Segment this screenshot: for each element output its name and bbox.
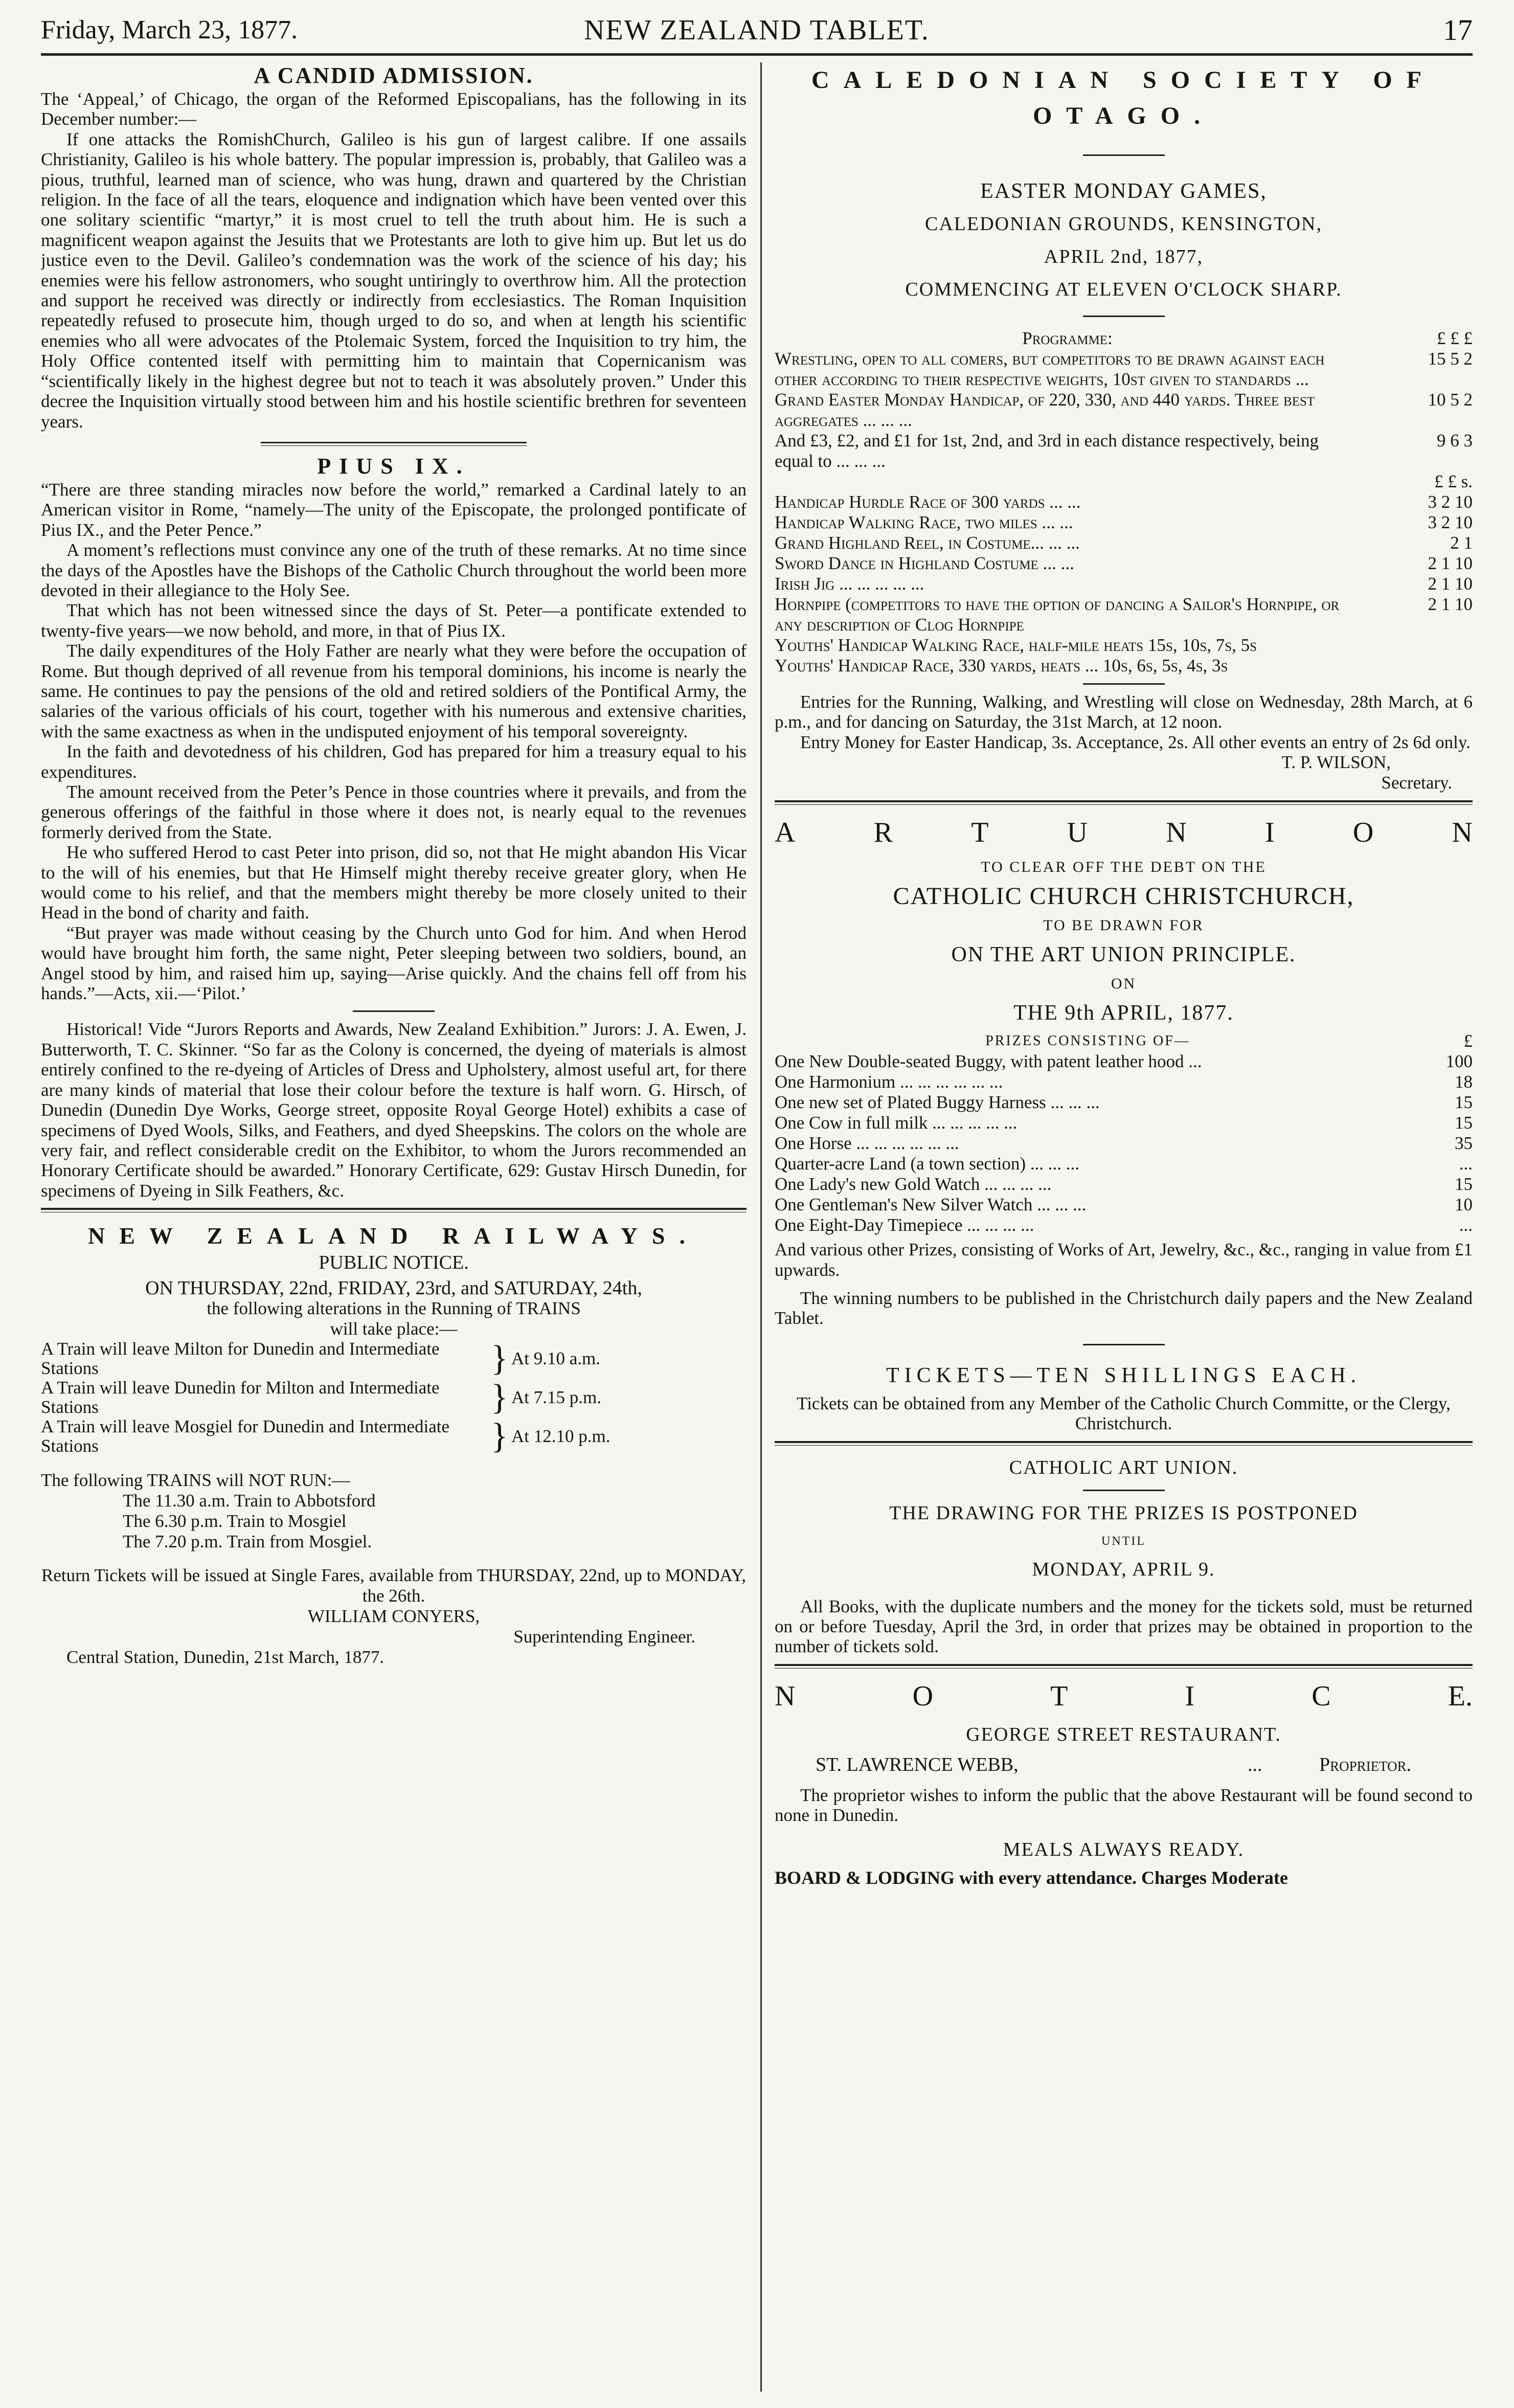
railways-role: Superintending Engineer.	[513, 1627, 695, 1647]
postponed-date: MONDAY, APRIL 9.	[1032, 1558, 1215, 1580]
train-desc: A Train will leave Mosgiel for Dunedin and Intermediate Stations	[41, 1416, 450, 1456]
programme-desc: And £3, £2, and £1 for 1st, 2nd, and 3rd in each distance respectively, being equal to ... ... ...	[775, 431, 1319, 471]
spread-letter: C	[1312, 1680, 1331, 1712]
prize-desc: One Gentleman's New Silver Watch ... ... ...	[775, 1195, 1087, 1215]
entry-money: Entry Money for Easter Handicap, 3s. Acceptance, 2s. All other events an entry of 2s 6d only.	[800, 732, 1471, 752]
programme-amount: 2 1 10	[1428, 594, 1473, 614]
prize-amount: ...	[1459, 1154, 1473, 1174]
programme-amount: 10 5 2	[1428, 390, 1473, 410]
programme-row	[775, 512, 1473, 533]
various-prizes: And various other Prizes, consisting of Works of Art, Jewelry, &c., &c., ranging in value from £1 upwards.	[775, 1240, 1473, 1280]
spread-letter: E.	[1448, 1680, 1473, 1712]
spread-letter: A	[775, 817, 796, 849]
train-desc: A Train will leave Milton for Dunedin and Intermediate Stations	[41, 1339, 440, 1379]
section-rule	[1083, 154, 1165, 156]
art-union-letters	[775, 812, 1473, 853]
railways-intro2: will take place:—	[330, 1319, 458, 1339]
programme-amount: 2 1 10	[1428, 553, 1473, 573]
section-rule	[1083, 683, 1165, 685]
brace-glyph: }	[491, 1416, 508, 1456]
programme-row	[775, 431, 1473, 471]
restaurant-text: The proprietor wishes to inform the public that the above Restaurant will be found second to none in Dunedin.	[775, 1785, 1473, 1826]
art-union-purpose: TO CLEAR OFF THE DEBT ON THE	[981, 859, 1267, 876]
programme-desc: Irish Jig ... ... ... ... ...	[775, 574, 924, 594]
programme-desc: Wrestling, open to all comers, but competitors to be drawn against each other according to their respective weights, 10st given to standards ...	[775, 349, 1325, 389]
proprietor-role: Proprietor.	[1319, 1753, 1412, 1775]
currency-header: £ £ s.	[1434, 471, 1473, 491]
postponed-heading: CATHOLIC ART UNION.	[1009, 1456, 1238, 1478]
spread-letter: N	[775, 1680, 796, 1712]
masthead-rule	[41, 53, 1473, 56]
spread-letter: T	[1050, 1680, 1068, 1712]
railways-dates: ON THURSDAY, 22nd, FRIDAY, 23rd, and SATURDAY, 24th,	[145, 1277, 642, 1299]
art-union-church: CATHOLIC CHURCH CHRISTCHURCH,	[893, 883, 1354, 910]
caledonian-signatory: T. P. WILSON,	[1281, 752, 1391, 773]
prize-desc: One new set of Plated Buggy Harness ... ... ...	[775, 1092, 1100, 1113]
return-tickets: Return Tickets will be issued at Single Fares, available from THURSDAY, 22nd, up to MONDAY, the 26th.	[41, 1565, 746, 1606]
newspaper-title: NEW ZEALAND TABLET.	[584, 14, 930, 46]
prize-row	[775, 1092, 1473, 1113]
prize-desc: One Cow in full milk ... ... ... ... ...	[775, 1113, 1018, 1133]
section-rule	[1083, 316, 1165, 317]
spread-letter: O	[912, 1680, 934, 1712]
historical-notice: Historical! Vide “Jurors Reports and Awards, New Zealand Exhibition.” Jurors: J. A. Ewen, J. Butterworth, T. C. Skinner. “So far as the Colony is concerned, the dyeing of materials is almost entirely confined to the re-dyeing of Articles of Dress and Upholstery, almost useful art, for there are many kinds of material that lose their colour before the texture is half worn. G. Hirsch, of Dunedin (Dunedin Dye Works, George street, opposite Royal George Hotel) exhibits a case of specimens of Dyed Wools, Silks, and Feathers, and dyed Sheepskins. The colors on the whole are very fair, and reflect considerable credit on the Exhibitor, to whom the Jurors recommended an Honorary Certificate should be awarded.” Honorary Certificate, 629: Gustav Hirsch Dunedin, for specimens of Dyeing in Silk Feathers, &c.	[41, 1019, 747, 1201]
cancelled-train: The 6.30 p.m. Train to Mosgiel	[123, 1511, 347, 1532]
currency-header: £ £ £	[1437, 328, 1473, 348]
programme-row	[775, 349, 1473, 390]
proprietor-name: ST. LAWRENCE WEBB,	[816, 1753, 1019, 1775]
section-rule	[353, 1010, 435, 1012]
railways-place-date: Central Station, Dunedin, 21st March, 1877.	[66, 1647, 385, 1668]
caledonian-role: Secretary.	[1381, 773, 1452, 793]
spread-letter: O	[1352, 817, 1374, 849]
winning-numbers: The winning numbers to be published in the Christchurch daily papers and the New Zealand Tablet.	[775, 1288, 1473, 1329]
pius-para: “But prayer was made without ceasing by the Church unto God for him. And when Herod would have brought him forth, the same night, Peter sleeping between two soldiers, bound, an Angel stood by him, and raised him up, saying—Arise quickly. And the chains fell off from his hands.”—Acts, xii.—‘Pilot.’	[41, 922, 747, 1004]
programme-header	[775, 471, 1473, 492]
programme-amount: 3 2 10	[1428, 492, 1473, 512]
art-union-drawn: TO BE DRAWN FOR	[1043, 917, 1204, 934]
prize-amount: 18	[1455, 1072, 1473, 1092]
programme-header	[775, 328, 1473, 349]
column-divider	[760, 62, 762, 2392]
prize-row	[775, 1174, 1473, 1195]
tickets-price: TICKETS—TEN SHILLINGS EACH.	[886, 1363, 1362, 1387]
spread-letter: U	[1067, 817, 1088, 849]
section-rule	[1083, 1490, 1165, 1491]
postponed-text: All Books, with the duplicate numbers and the money for the tickets sold, must be returned on or before Tuesday, April the 3rd, in order that prizes may be obtained in proportion to the number of tickets sold.	[775, 1596, 1473, 1657]
art-union-principle: ON THE ART UNION PRINCIPLE.	[951, 943, 1296, 967]
prize-desc: One Lady's new Gold Watch ... ... ... ...	[775, 1174, 1052, 1195]
brace-glyph: }	[491, 1378, 508, 1417]
section-rule	[775, 1441, 1473, 1446]
spread-letter: I	[1185, 1680, 1195, 1712]
postponed-until: UNTIL	[1101, 1534, 1146, 1548]
prizes-label: PRIZES CONSISTING OF—	[985, 1033, 1190, 1049]
prize-amount: 100	[1445, 1051, 1473, 1072]
pius-para: The amount received from the Peter’s Pence in those countries where it prevails, and from the generous offerings of the faithful in those where it does not, is nearly equal to the revenues formerly derived from the State.	[41, 782, 747, 842]
meals-ready: MEALS ALWAYS READY.	[1003, 1838, 1245, 1860]
issue-date: Friday, March 23, 1877.	[41, 15, 298, 44]
programme-amount: 9 6 3	[1437, 431, 1473, 451]
prize-amount: 15	[1455, 1174, 1473, 1195]
programme-amount: 2 1	[1450, 533, 1473, 553]
programme-row	[775, 533, 1473, 553]
masthead	[41, 10, 1473, 50]
proprietor-dots: ...	[1248, 1753, 1262, 1775]
art-union-date: THE 9th APRIL, 1877.	[1013, 1001, 1234, 1025]
postponed-line: THE DRAWING FOR THE PRIZES IS POSTPONED	[889, 1502, 1358, 1524]
prize-row	[775, 1133, 1473, 1154]
prize-row	[775, 1215, 1473, 1235]
prize-row	[775, 1072, 1473, 1092]
prize-desc: Quarter-acre Land (a town section) ... ... ...	[775, 1154, 1079, 1174]
railways-heading: NEW ZEALAND RAILWAYS.	[88, 1223, 699, 1249]
programme-row	[775, 390, 1473, 431]
prize-amount: 10	[1455, 1195, 1473, 1215]
train-time: At 12.10 p.m.	[511, 1426, 611, 1447]
notice-letters	[775, 1676, 1473, 1717]
caledonian-heading: CALEDONIAN SOCIETY OF OTAGO.	[811, 66, 1436, 129]
spread-letter: N	[1452, 817, 1473, 849]
programme-row	[775, 553, 1473, 574]
prize-row	[775, 1051, 1473, 1072]
prize-row	[775, 1195, 1473, 1215]
caledonian-venue: CALEDONIAN GROUNDS, KENSINGTON,	[925, 213, 1322, 235]
train-row	[41, 1417, 747, 1456]
board-lodging: BOARD & LODGING with every attendance. Charges Moderate	[775, 1867, 1288, 1888]
pius-para: He who suffered Herod to cast Peter into prison, did so, not that He might abandon His Vicar to the will of his enemies, but that He Himself might thereby receive greater glory, when He would come to his relief, and that the members might thereby be more closely united to their Head in the bond of charity and faith.	[41, 842, 747, 923]
candid-para: If one attacks the RomishChurch, Galileo is his gun of largest calibre. If one assails Christianity, Galileo is his whole battery. The popular impression is, probably, that Galileo was a pious, truthful, learned man of science, who was hung, drawn and quartered by the Christian religion. In the face of all the tears, eloquence and indignation which have been vented over this one solitary scientific “martyr,” it is most cruel to tell the truth about him. He is such a magnificent weapon against the Jesuits that we Protestants are loth to give him up. But let us do justice even to the Devil. Galileo’s condemnation was the work of the science of his day; his enemies were his fellow astronomers, who sought untiringly to overthrow him. All the protection and support he received was directly or indirectly from ecclesiastics. The Roman Inquisition repeatedly refused to prosecute him, though urged to do so, and when at length his scientific enemies who all were advocates of the Ptolemaic System, forced the Inquisition to try him, the Holy Office contented itself with permitting him to maintain that Copernicanism was “scientifically likely in the highest degree but not to teach it was absolutely proven.” Under this decree the Inquisition virtually stood between him and his hostile scientific brethren for seventeen years.	[41, 129, 747, 432]
prize-row	[775, 1154, 1473, 1174]
section-rule	[41, 1208, 747, 1212]
section-rule	[775, 800, 1473, 805]
prize-desc: One Harmonium ... ... ... ... ... ...	[775, 1072, 1003, 1092]
caledonian-event: EASTER MONDAY GAMES,	[980, 179, 1267, 203]
proprietor-row	[775, 1752, 1473, 1777]
caledonian-start: COMMENCING AT ELEVEN O'CLOCK SHARP.	[905, 279, 1342, 300]
programme-amount: 15 5 2	[1428, 349, 1473, 369]
section-rule	[775, 1664, 1473, 1669]
not-run-heading: The following TRAINS will NOT RUN:—	[41, 1470, 350, 1491]
candid-heading: A CANDID ADMISSION.	[254, 63, 534, 88]
spread-letter: N	[1166, 817, 1187, 849]
programme-desc: Handicap Walking Race, two miles ... ...	[775, 512, 1073, 532]
pius-para: That which has not been witnessed since the days of St. Peter—a pontificate extended to twenty-five years—we now behold, and more, in that of Pius IX.	[41, 600, 747, 641]
spread-letter: R	[873, 817, 893, 849]
cancelled-train: The 7.20 p.m. Train from Mosgiel.	[123, 1532, 372, 1552]
prize-desc: One New Double-seated Buggy, with patent leather hood ...	[775, 1051, 1202, 1072]
train-time: At 9.10 a.m.	[511, 1348, 601, 1369]
railways-signatory: WILLIAM CONYERS,	[307, 1606, 480, 1627]
tickets-obtain: Tickets can be obtained from any Member of the Catholic Church Committe, or the Clergy, Christchurch.	[797, 1393, 1451, 1434]
programme-row	[775, 492, 1473, 512]
prize-desc: One Eight-Day Timepiece ... ... ... ...	[775, 1215, 1034, 1235]
prize-amount: ...	[1459, 1215, 1473, 1235]
cancelled-train: The 11.30 a.m. Train to Abbotsford	[123, 1491, 376, 1511]
prize-amount: 15	[1455, 1113, 1473, 1133]
pius-para: A moment’s reflections must convince any one of the truth of these remarks. At no time since the days of the Apostles have the Bishops of the Catholic Church throughout the world been more devoted in their allegiance to the Holy See.	[41, 540, 747, 600]
spread-letter: T	[971, 817, 989, 849]
programme-desc: Sword Dance in Highland Costume ... ...	[775, 553, 1074, 573]
section-rule	[1083, 1344, 1165, 1345]
programme-desc: Hornpipe (competitors to have the option of dancing a Sailor's Hornpipe, or any description of Clog Hornpipe	[775, 594, 1340, 635]
youths-race: Youths' Handicap Race, 330 yards, heats ... 10s, 6s, 5s, 4s, 3s	[775, 656, 1228, 676]
youths-walking: Youths' Handicap Walking Race, half-mile heats 15s, 10s, 7s, 5s	[775, 635, 1257, 655]
prize-desc: One Horse ... ... ... ... ... ...	[775, 1133, 959, 1154]
train-desc: A Train will leave Dunedin for Milton and Intermediate Stations	[41, 1378, 440, 1417]
brace-glyph: }	[491, 1339, 508, 1379]
page-number: 17	[1443, 13, 1473, 47]
programme-desc: Grand Highland Reel, in Costume... ... ...	[775, 533, 1080, 553]
caledonian-date: APRIL 2nd, 1877,	[1044, 246, 1204, 267]
programme-desc: Grand Easter Monday Handicap, of 220, 330, and 440 yards. Three best aggregates ... ... ...	[775, 390, 1315, 430]
pius-heading: PIUS IX.	[317, 453, 470, 479]
programme-amount: 3 2 10	[1428, 512, 1473, 532]
candid-para: The ‘Appeal,’ of Chicago, the organ of the Reformed Episcopalians, has the following in its December number:—	[41, 89, 747, 129]
prize-row	[775, 1113, 1473, 1133]
art-union-on: ON	[1111, 975, 1137, 993]
restaurant-name: GEORGE STREET RESTAURANT.	[966, 1723, 1281, 1745]
right-column	[775, 62, 1473, 2394]
pius-para: In the faith and devotedness of his children, God has prepared for him a treasury equal to his expenditures.	[41, 741, 747, 782]
spread-letter: I	[1264, 817, 1275, 849]
programme-desc: Handicap Hurdle Race of 300 yards ... ...	[775, 492, 1081, 512]
railways-intro: the following alterations in the Running of TRAINS	[207, 1298, 581, 1319]
public-notice: PUBLIC NOTICE.	[319, 1252, 469, 1274]
entries-text: Entries for the Running, Walking, and Wrestling will close on Wednesday, 28th March, at 6 p.m., and for dancing on Saturday, the 31st March, at 12 noon.	[775, 692, 1473, 732]
pius-para: “There are three standing miracles now before the world,” remarked a Cardinal lately to an American visitor in Rome, “namely—The unity of the Episcopate, the prolonged pontificate of Pius IX., and the Peter Pence.”	[41, 479, 747, 540]
programme-row	[775, 574, 1473, 594]
prize-amount: 35	[1455, 1133, 1473, 1154]
pound-header: £	[1463, 1031, 1473, 1051]
prize-amount: 15	[1455, 1092, 1473, 1113]
programme-amount: 2 1 10	[1428, 574, 1473, 594]
programme-row	[775, 594, 1473, 635]
prizes-header	[775, 1031, 1473, 1051]
section-rule	[261, 442, 527, 446]
programme-label: Programme:	[1022, 328, 1113, 348]
train-row	[41, 1378, 747, 1417]
left-column	[41, 62, 747, 2394]
train-row	[41, 1339, 747, 1378]
pius-para: The daily expenditures of the Holy Father are nearly what they were before the occupation of Rome. But though deprived of all revenue from his temporal dominions, his income is nearly the same. He continues to pay the pensions of the old and retired soldiers of the Pontifical Army, the salaries of the various officials of his court, together with his numerous and extensive charities, with the same exactness as when in the undisputed enjoyment of his temporal sovereignty.	[41, 641, 747, 741]
train-time: At 7.15 p.m.	[511, 1387, 601, 1408]
